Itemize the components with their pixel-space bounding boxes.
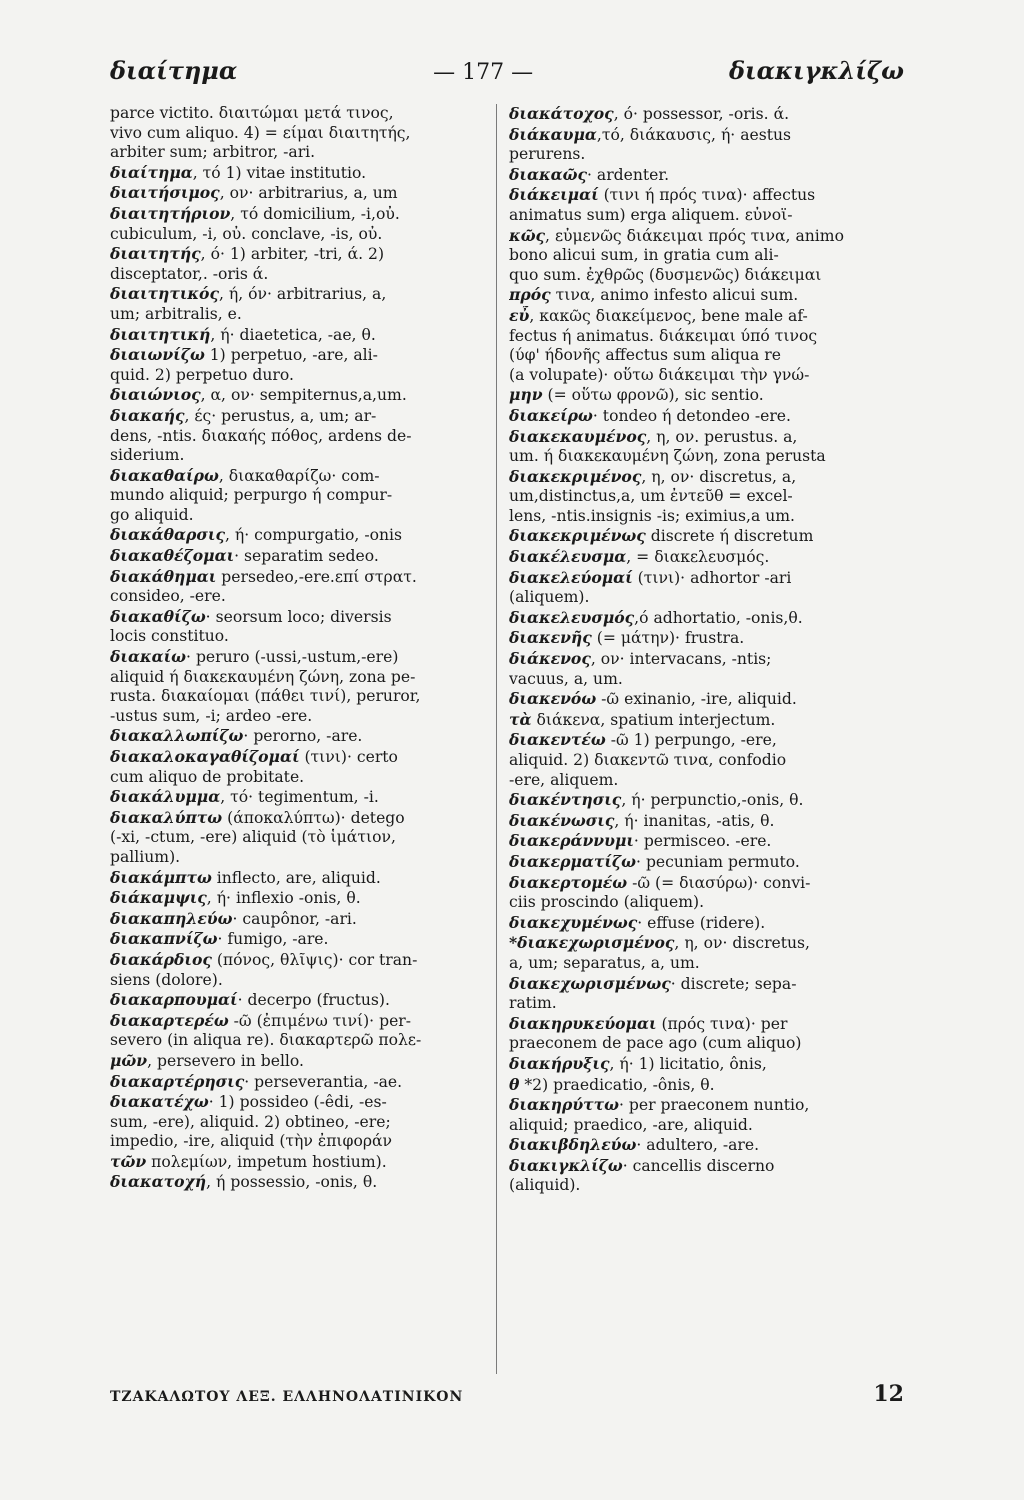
dictionary-line: um,distinctus,a, um ἐντεῦθ = excel- — [509, 487, 793, 506]
dictionary-line: διακερματίζω· pecuniam permuto. — [509, 851, 800, 871]
dictionary-line: διακεκριμένος, η, ον· discretus, a, — [509, 466, 797, 486]
dictionary-line: διακεχωρισμένως· discrete; sepa- — [509, 973, 797, 993]
dictionary-line: διακαλοκαγαθίζομαί (τινι)· certo — [110, 747, 398, 766]
left-column — [110, 104, 502, 1193]
dictionary-line: διαιτήσιμος, ον· arbitrarius, a, um — [110, 183, 398, 203]
dictionary-line: (aliquid). — [509, 1176, 581, 1195]
dictionary-line: severo (in aliqua re). διακαρτερῶ πολε- — [110, 1031, 422, 1050]
headword: διακεκριμένος — [509, 466, 642, 486]
headword: διαιτητική — [110, 324, 211, 344]
dictionary-line: διακενῆς (= μάτην)· frustra. — [509, 628, 745, 648]
headword: διακαθαίρω — [110, 465, 219, 485]
dictionary-line: διακεντέω -ῶ 1) perpungo, -ere, — [509, 730, 777, 750]
dictionary-line: διακενόω -ῶ exinanio, -ire, aliquid. — [509, 689, 797, 709]
dictionary-line: quo sum. ἐχθρῶς (δυσμενῶς) διάκειμαι — [509, 265, 822, 284]
dictionary-line: διακάτοχος, ό· possessor, -oris. ά. — [509, 104, 790, 123]
dictionary-line: διακεράννυμι· permisceo. -ere. — [509, 831, 772, 851]
dictionary-line: διακείρω· tondeo ή detondeo -ere. — [509, 405, 791, 425]
dictionary-line: um; arbitralis, e. — [110, 304, 242, 323]
headword: διακαθέζομαι — [110, 546, 235, 566]
dictionary-line: arbiter sum; arbitror, -ari. — [110, 143, 316, 162]
dictionary-line: διάκειμαί (τινι ή πρός τινα)· affectus — [509, 185, 816, 205]
dictionary-line: τῶν πολεμίων, impetum hostium). — [110, 1151, 387, 1171]
page-footer — [110, 1381, 904, 1407]
dictionary-line: διακηρυκεύομαι (πρός τινα)· per — [509, 1013, 788, 1033]
headword: διακεκριμένως — [509, 526, 646, 546]
dictionary-line: parce victito. διαιτώμαι μετά τινος, — [110, 104, 394, 122]
headword: διάκαμψις — [110, 888, 207, 908]
dictionary-line: διακαθέζομαι· separatim sedeo. — [110, 546, 379, 566]
headword: διαίτημα — [110, 162, 193, 182]
headword: διακιβδηλεύω — [509, 1135, 637, 1155]
dictionary-line: lens, -ntis.insignis -is; eximius,a um. — [509, 506, 795, 525]
dictionary-line: vivo cum aliquo. 4) = είμαι διαιτητής, — [110, 123, 411, 142]
headword: διακαρτερέω — [110, 1010, 229, 1030]
dictionary-line: a, um; separatus, a, um. — [509, 953, 700, 972]
footer-title: ΤΖΑΚΑΛΩΤΟΥ ΛΕΞ. ΕΛΛΗΝΟΛΑΤΙΝΙΚΟΝ — [110, 1389, 464, 1405]
dictionary-line: διαίτημα, τό 1) vitae institutio. — [110, 162, 367, 182]
headword: διακηρύττω — [509, 1095, 619, 1115]
headword: διακεκαυμένος — [509, 426, 647, 446]
headword: τὰ — [509, 709, 532, 729]
headword: διακάτοχος — [509, 104, 614, 123]
dictionary-line: cum aliquo de probitate. — [110, 767, 305, 786]
dictionary-line: (-xi, -ctum, -ere) aliquid (τὸ ἱμάτιον, — [110, 828, 396, 847]
dictionary-line: διακέντησις, ή· perpunctio,-onis, θ. — [509, 790, 804, 810]
dictionary-line: διακαῶς· ardenter. — [509, 164, 670, 184]
headword: διακέντησις — [509, 790, 622, 810]
headword: διακαλλωπίζω — [110, 726, 244, 746]
dictionary-line: διάκαμψις, ή· inflexio -onis, θ. — [110, 888, 361, 908]
dictionary-line: διακαπνίζω· fumigo, -are. — [110, 929, 329, 949]
headword: εὖ — [509, 305, 530, 325]
header-right-word: διακιγκλίζω — [728, 56, 904, 85]
dictionary-line: disceptator,. -oris ά. — [110, 264, 269, 283]
dictionary-line: διακεκριμένως discrete ή discretum — [509, 526, 814, 546]
dictionary-line: διακαρτερέω -ῶ (ἐπιμένω τινί)· per- — [110, 1010, 412, 1030]
headword: διακαλύπτω — [110, 807, 223, 827]
dictionary-line: διακένωσις, ή· inanitas, -atis, θ. — [509, 810, 775, 830]
headword: διαιώνιος — [110, 385, 201, 405]
headword: διακιγκλίζω — [509, 1155, 623, 1175]
dictionary-line: διαιτητική, ή· diaetetica, -ae, θ. — [110, 324, 376, 344]
dictionary-line: go aliquid. — [110, 505, 194, 524]
dictionary-line: ratim. — [509, 994, 557, 1013]
dictionary-line: *διακεχωρισμένος, η, ον· discretus, — [509, 933, 811, 953]
headword: πρός — [509, 285, 551, 305]
dictionary-line: διακελεύομαί (τινι)· adhortor -ari — [509, 567, 792, 587]
headword: διαιωνίζω — [110, 345, 205, 365]
headword: διακαπνίζω — [110, 929, 218, 949]
headword: διακέλευσμα — [509, 547, 627, 567]
dictionary-line: -ustus sum, -i; ardeo -ere. — [110, 706, 313, 725]
dictionary-line: mundo aliquid; perpurgo ή compur- — [110, 486, 393, 505]
headword: διακεχυμένως — [509, 912, 638, 932]
dictionary-line: διακαρτέρησις· perseverantia, -ae. — [110, 1071, 403, 1091]
dictionary-line: διαιώνιος, α, ον· sempiternus,a,um. — [110, 385, 407, 405]
headword: διακατέχω — [110, 1092, 209, 1112]
headword: διακαρπουμαί — [110, 990, 238, 1010]
headword: διακαλοκαγαθίζομαί — [110, 747, 300, 766]
dictionary-line: διακελευσμός,ό adhortatio, -onis,θ. — [509, 607, 803, 627]
dictionary-line: κῶς, εὐμενῶς διάκειμαι πρός τινα, animo — [509, 225, 844, 245]
dictionary-line: διαιωνίζω 1) perpetuo, -are, ali- — [110, 345, 378, 365]
headword: διακερτομέω — [509, 872, 628, 892]
dictionary-line: τὰ διάκενα, spatium interjectum. — [509, 709, 776, 729]
header-left-word: διαίτημα — [110, 56, 238, 85]
dictionary-line: quid. 2) perpetuo duro. — [110, 365, 294, 384]
headword: διακένωσις — [509, 810, 615, 830]
headword: διακαίω — [110, 647, 187, 667]
dictionary-line: perurens. — [509, 145, 586, 164]
headword: τῶν — [110, 1151, 147, 1171]
dictionary-line: θ *2) praedicatio, -ônis, θ. — [509, 1074, 715, 1094]
headword: διακενόω — [509, 689, 597, 709]
dictionary-line: πρός τινα, animo infesto alicui sum. — [509, 285, 799, 305]
headword: διαιτητήριον — [110, 203, 231, 223]
headword: διακελεύομαί — [509, 567, 633, 587]
dictionary-line: διακαθαίρω, διακαθαρίζω· com- — [110, 465, 380, 485]
headword: διακείρω — [509, 405, 593, 425]
dictionary-line: διάκενος, ον· intervacans, -ntis; — [509, 649, 772, 669]
headword: διακερματίζω — [509, 851, 637, 871]
headword: διάκειμαί — [509, 185, 599, 205]
dictionary-line: μην (= οὕτω φρονῶ), sic sentio. — [509, 385, 764, 405]
headword: μην — [509, 385, 543, 405]
dictionary-line: διακαής, ές· perustus, a, um; ar- — [110, 405, 377, 425]
dictionary-line: διακάθαρσις, ή· compurgatio, -onis — [110, 525, 403, 545]
headword: διάκαυμα — [509, 124, 597, 144]
dictionary-line: um. ή διακεκαυμένη ζώνη, zona perusta — [509, 447, 826, 466]
dictionary-line: cubiculum, -i, οὐ. conclave, -is, οὐ. — [110, 224, 383, 243]
dictionary-line: διακεχυμένως· effuse (ridere). — [509, 912, 766, 932]
headword: διακατοχή — [110, 1172, 207, 1192]
dictionary-line: διακαθίζω· seorsum loco; diversis — [110, 606, 392, 626]
dictionary-line: διακέλευσμα, = διακελευσμός. — [509, 547, 770, 567]
dictionary-line: διακάλυμμα, τό· tegimentum, -i. — [110, 787, 379, 807]
dictionary-line: διακιβδηλεύω· adultero, -are. — [509, 1135, 760, 1155]
dictionary-line: διακάμπτω inflecto, are, aliquid. — [110, 867, 381, 887]
dictionary-line: dens, -ntis. διακαής πόθος, ardens de- — [110, 426, 412, 445]
dictionary-line: διακάθημαι persedeo,-ere.επί στρατ. — [110, 566, 417, 586]
headword: διαιτητής — [110, 244, 201, 264]
dictionary-line: fectus ή animatus. διάκειμαι ύπό τινος — [509, 326, 818, 345]
dictionary-line: διακερτομέω -ῶ (= διασύρω)· convi- — [509, 872, 811, 892]
dictionary-line: -ere, aliquem. — [509, 770, 619, 789]
headword: διακάθημαι — [110, 566, 217, 586]
dictionary-line: διακατέχω· 1) possideo (-êdi, -es- — [110, 1092, 387, 1112]
page-number: — 177 — — [433, 60, 534, 85]
dictionary-line: διακήρυξις, ή· 1) licitatio, ônis, — [509, 1053, 767, 1073]
dictionary-line: (a volupate)· οὕτω διάκειμαι τὴν γνώ- — [509, 365, 810, 384]
headword: διακήρυξις — [509, 1053, 610, 1073]
dictionary-line: μῶν, persevero in bello. — [110, 1050, 304, 1070]
headword: διάκενος — [509, 649, 591, 669]
dictionary-line: praeconem de pace ago (cum aliquo) — [509, 1034, 802, 1053]
dictionary-line: (aliquem). — [509, 588, 590, 607]
dictionary-line: διαιτητήριον, τό domicilium, -i,οὐ. — [110, 203, 400, 223]
headword: διακάμπτω — [110, 867, 212, 887]
headword: θ — [509, 1074, 520, 1094]
dictionary-line: aliquid ή διακεκαυμένη ζώνη, zona pe- — [110, 667, 416, 686]
headword: διαιτητικός — [110, 284, 219, 304]
dictionary-line: εὖ, κακῶς διακείμενος, bene male af- — [509, 305, 808, 325]
headword: κῶς — [509, 225, 546, 245]
column-divider — [496, 104, 497, 1374]
headword: διακαής — [110, 405, 185, 425]
dictionary-line: rusta. διακαίομαι (πάθει τινί), peruror, — [110, 687, 421, 706]
dictionary-line: impedio, -ire, aliquid (τὴν ἐπιφοράν — [110, 1132, 393, 1151]
headword: διακάρδιος — [110, 949, 212, 969]
dictionary-line: vacuus, a, um. — [509, 669, 623, 688]
headword: *διακεχωρισμένος — [509, 933, 675, 953]
headword: διακεράννυμι — [509, 831, 634, 851]
dictionary-line: διακεκαυμένος, η, ον. perustus. a, — [509, 426, 798, 446]
dictionary-line: διακάρδιος (πόνος, θλῖψις)· cor tran- — [110, 949, 418, 969]
headword: διακεντέω — [509, 730, 606, 750]
headword: διακελευσμός — [509, 607, 635, 627]
dictionary-line: consideo, -ere. — [110, 587, 226, 606]
dictionary-line: animatus sum) erga aliquem. εὐνοϊ- — [509, 205, 793, 224]
dictionary-line: siens (dolore). — [110, 970, 223, 989]
page-header — [110, 56, 904, 85]
headword: διακενῆς — [509, 628, 592, 648]
dictionary-line: διαιτητής, ό· 1) arbiter, -tri, ά. 2) — [110, 244, 385, 264]
headword: διακαρτέρησις — [110, 1071, 245, 1091]
headword: διακεχωρισμένως — [509, 973, 671, 993]
signature-mark: 12 — [873, 1381, 904, 1407]
dictionary-line: ciis proscindo (aliquem). — [509, 893, 705, 912]
headword: διακάλυμμα — [110, 787, 221, 807]
dictionary-line: διακαίω· peruro (-ussi,-ustum,-ere) — [110, 647, 399, 667]
right-column — [509, 104, 901, 1196]
headword: διακαπηλεύω — [110, 908, 233, 928]
dictionary-line: διακαρπουμαί· decerpo (fructus). — [110, 990, 390, 1010]
dictionary-line: διακηρύττω· per praeconem nuntio, — [509, 1095, 810, 1115]
dictionary-line: διακιγκλίζω· cancellis discerno — [509, 1155, 775, 1175]
headword: διαιτήσιμος — [110, 183, 220, 203]
dictionary-line: (ύφ' ήδονῆς affectus sum aliqua re — [509, 346, 781, 365]
headword: διακάθαρσις — [110, 525, 225, 545]
headword: διακαθίζω — [110, 606, 206, 626]
headword: διακαῶς — [509, 164, 587, 184]
dictionary-line: διακαλλωπίζω· perorno, -are. — [110, 726, 363, 746]
dictionary-line: διαιτητικός, ή, όν· arbitrarius, a, — [110, 284, 387, 304]
dictionary-line: sum, -ere), aliquid. 2) obtineo, -ere; — [110, 1112, 391, 1131]
dictionary-line: aliquid. 2) διακεντῶ τινα, confodio — [509, 751, 787, 769]
dictionary-line: bono alicui sum, in gratia cum ali- — [509, 246, 779, 265]
dictionary-line: διάκαυμα,τό, διάκαυσις, ή· aestus — [509, 124, 792, 144]
dictionary-line: διακαπηλεύω· caupônor, -ari. — [110, 908, 357, 928]
dictionary-line: locis constituo. — [110, 627, 229, 646]
headword: διακηρυκεύομαι — [509, 1013, 657, 1033]
dictionary-line: siderium. — [110, 446, 185, 465]
dictionary-line: pallium). — [110, 847, 181, 866]
dictionary-line: διακατοχή, ή possessio, -onis, θ. — [110, 1172, 378, 1192]
dictionary-line: διακαλύπτω (άποκαλύπτω)· detego — [110, 807, 405, 827]
headword: μῶν — [110, 1050, 148, 1070]
dictionary-line: aliquid; praedico, -are, aliquid. — [509, 1115, 753, 1134]
